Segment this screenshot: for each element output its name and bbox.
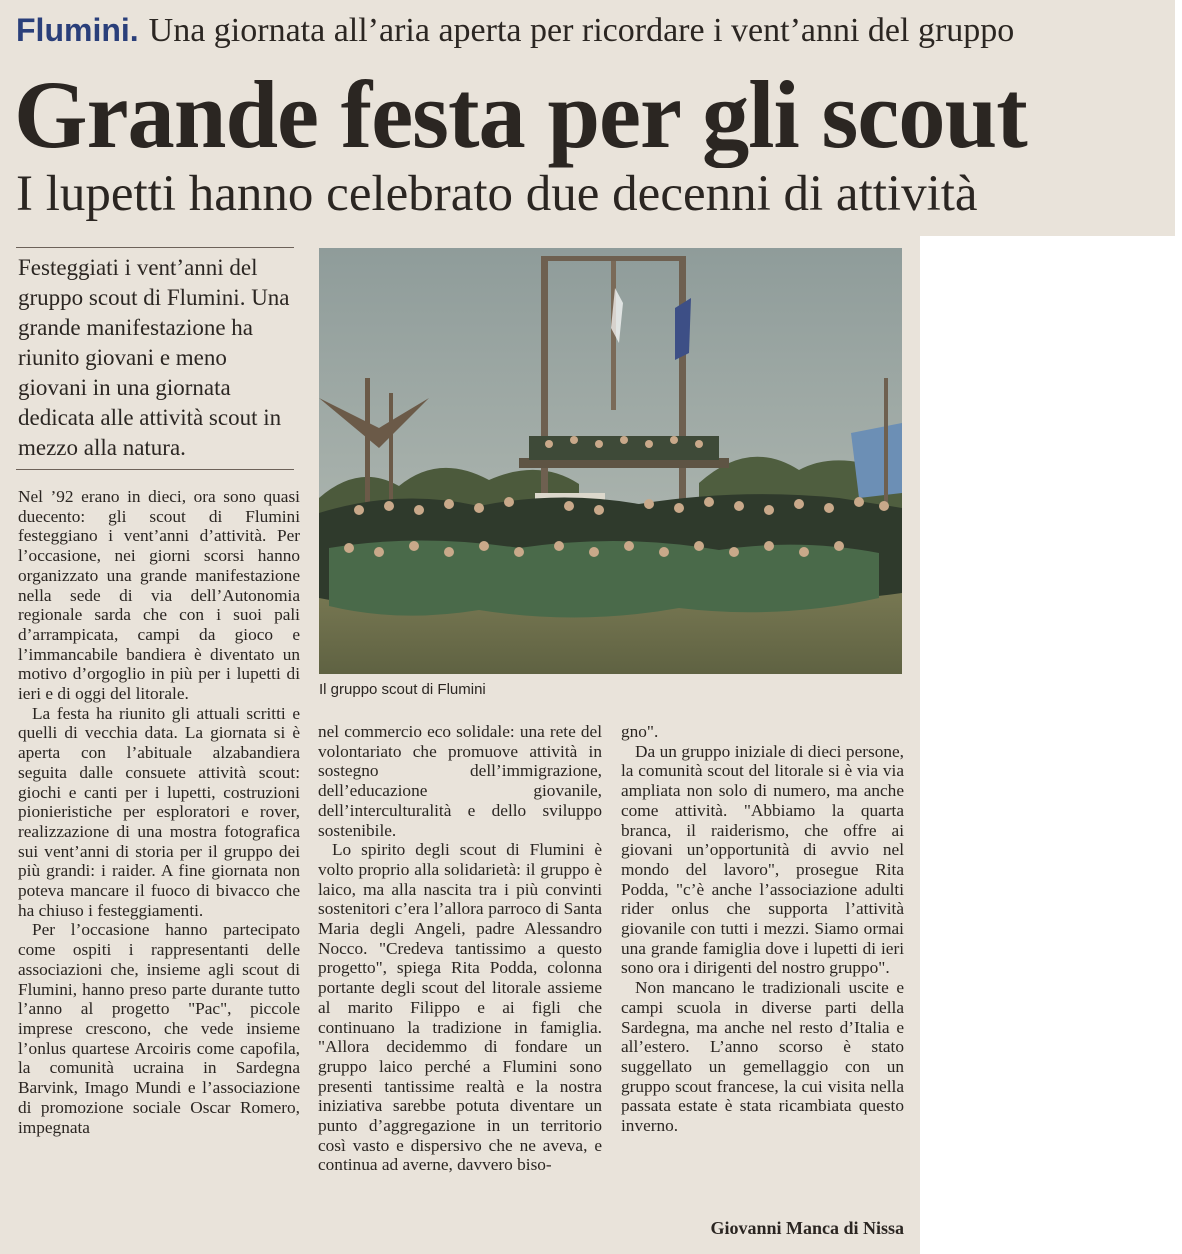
photo-caption: Il gruppo scout di Flumini (319, 681, 486, 698)
kicker-text: Una giornata all’aria aperta per ricordare i vent’anni del gruppo (148, 12, 1015, 49)
summary-top-rule (16, 247, 294, 248)
article-column-2 (318, 722, 602, 1175)
summary-bottom-rule (16, 469, 294, 470)
paragraph: Per l’occasione hanno partecipato come ospiti i rappresentanti delle associazioni che, insieme agli scout di Flumini, hanno preso parte durante tutto l’anno al progetto "Pac", piccole imprese crescono, che vede insieme l’onlus quartese Arcoiris come capofila, la comunità ucraina in Sardegna Barvink, Imago Mundi e l’associazione di promozione sociale Oscar Romero, impegnata (18, 920, 300, 1137)
article-column-1 (18, 487, 300, 1137)
paragraph: nel commercio eco solidale: una rete del volontariato che promuove attività in sostegno dell’immigrazione, dell’educazione giovanile, dell’interculturalità e dello sviluppo sostenibile. (318, 722, 602, 840)
location-label: Flumini. (16, 12, 139, 48)
paragraph: gno". (621, 722, 659, 741)
paragraph: Da un gruppo iniziale di dieci persone, la comunità scout del litorale si è via via ampliata non solo di numero, ma anche come attività. "Abbiamo la quarta branca, il raiderismo, che offre ai giovani un’opportunità di avvio nel mondo del lavoro", prosegue Rita Podda, "c’è anche l’associazione adulti rider onlus che supporta l’attività giovanile con tutti i mezzi. Siamo ormai una grande famiglia dove i lupetti di ieri sono ora i dirigenti del nostro gruppo". (621, 741, 904, 978)
headline: Grande festa per gli scout (14, 61, 1027, 168)
article-column-3 (621, 722, 904, 1136)
paragraph: Non mancano le tradizionali uscite e campi scuola in diverse parti della Sardegna, ma anche nel resto d’Italia e all’estero. L’anno scorso è stato suggellato un gemellaggio con un gruppo scout francese, la cui visita nella passata estate è stata ricambiata questo inverno. (621, 978, 904, 1136)
paragraph: Nel ’92 erano in dieci, ora sono quasi duecento: gli scout di Flumini festeggiano i vent’anni d’attività. Per l’occasione, nei giorni scorsi hanno organizzato una grande manifestazione nella sede di via dell’Autonomia regionale sarda che con i suoi pali d’arrampicata, campi da gioco e l’immancabile bandiera è diventato un motivo d’orgoglio in più per i lupetti di ieri e di oggi del litorale. (18, 487, 300, 704)
group-photo (319, 248, 902, 674)
paragraph: Lo spirito degli scout di Flumini è volto proprio alla solidarietà: il gruppo è laico, ma alla nascita tra i più convinti sostenitori c’era l’allora parroco di Santa Maria degli Angeli, padre Alessandro Nocco. "Credeva tantissimo a questo progetto", spiega Rita Podda, colonna portante degli scout del litorale assieme al marito Filippo e ai figli che continuano la tradizione in famiglia. "Allora decidemmo di fondare un gruppo laico perché a Flumini sono presenti tantissime realtà e la nostra iniziativa sarebbe potuta diventare un punto d’aggregazione in un territorio così vasto e dispersivo che ne aveva, e continua ad averne, davvero biso- (318, 840, 602, 1175)
subheadline: I lupetti hanno celebrato due decenni di attività (16, 166, 978, 222)
kicker-line (16, 8, 1014, 53)
paragraph: La festa ha riunito gli attuali scritti e quelli di vecchia data. La giornata si è aperta con l’abituale alzabandiera seguita dalle consuete attività scout: giochi e canti per i lupetti, costruzioni pionieristiche per esploratori e rover, realizzazione di una mostra fotografica sui vent’anni di storia per il gruppo dei più grandi: i raider. A fine giornata non poteva mancare il fuoco di bivacco che ha chiuso i festeggiamenti. (18, 703, 300, 920)
author-byline: Giovanni Manca di Nissa (710, 1218, 904, 1238)
summary-lead: Festeggiati i vent’anni del gruppo scout di Flumini. Una grande manifestazione ha riunito giovani e meno giovani in una giornata dedicata alle attività scout in mezzo alla natura. (18, 255, 290, 460)
